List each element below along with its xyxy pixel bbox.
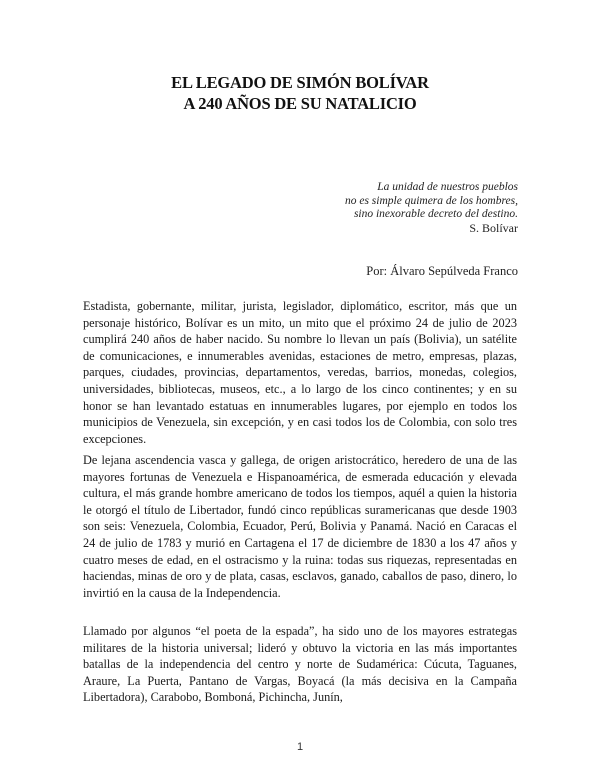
title-line-2: A 240 AÑOS DE SU NATALICIO xyxy=(183,94,417,113)
epigraph-source: S. Bolívar xyxy=(469,220,518,235)
paragraph-text: De lejana ascendencia vasca y gallega, de origen aristocrático, heredero de una de las mayores fortunas de Venezuela e Hispanoamérica, de esmerada educación y elevada cultura, el más grande hombre americano de todos los tiempos, aquél a quien la historia le otorgó el título de Libertador, fundó cinco repúblicas suramericanas que desde 1903 son seis: Venezuela, Colombia, Ecuador, Perú, Bolivia y Panamá. Nació en Caracas el 24 de julio de 1783 y murió en Cartagena el 17 de diciembre de 1830 a los 47 años y cuatro meses de edad, en el ostracismo y la ruina: todas sus riquezas, representadas en haciendas, minas de oro y de plata, casas, esclavos, ganado, caballos de paso, dinero, lo invirtió en la causa de la Independencia. xyxy=(83,453,517,600)
paragraph-text: Estadista, gobernante, militar, jurista, legislador, diplomático, escritor, más que un personaje histórico, Bolívar es un mito, un mito que el próximo 24 de julio de 2023 cumplirá 240 años de haber nacido. Su nombre lo llevan un país (Bolivia), un satélite de comunicaciones, e innumerables avenidas, estaciones de metro, empresas, plazas, parques, ciudades, provincias, departamentos, veredas, barrios, monedas, colegios, universidades, bibliotecas, museos, etc., a lo largo de los cinco continentes; y en su honor se han levantado estatuas en innumerables lugares, por ejemplo en todos los municipios de Venezuela, sin excepción, y en casi todos los de Colombia, con solo tres excepciones. xyxy=(83,299,517,446)
epigraph-line-2: no es simple quimera de los hombres, xyxy=(344,194,518,207)
paragraph-1 xyxy=(83,298,517,447)
title-line-1: EL LEGADO DE SIMÓN BOLÍVAR xyxy=(171,73,429,92)
epigraph-line-1: La unidad de nuestros pueblos xyxy=(377,181,518,193)
paragraph-3 xyxy=(83,623,517,706)
author-byline: Por: Álvaro Sepúlveda Franco xyxy=(366,264,518,278)
paragraph-text: Llamado por algunos “el poeta de la espada”, ha sido uno de los mayores estrategas militares de la historia universal; lideró y obtuvo la victoria en las más importantes batallas de la independencia del centro y norte de Sudamérica: Cúcuta, Taguanes, Araure, La Puerta, Pantano de Vargas, Boyacá (la más decisiva en la Campaña Libertadora), Carabobo, Bomboná, Pichincha, Junín, xyxy=(83,624,517,705)
paragraph-2 xyxy=(83,452,517,601)
epigraph-line-3: sino inexorable decreto del destino. xyxy=(353,208,518,221)
page-number: 1 xyxy=(296,741,304,753)
epigraph xyxy=(345,181,518,235)
